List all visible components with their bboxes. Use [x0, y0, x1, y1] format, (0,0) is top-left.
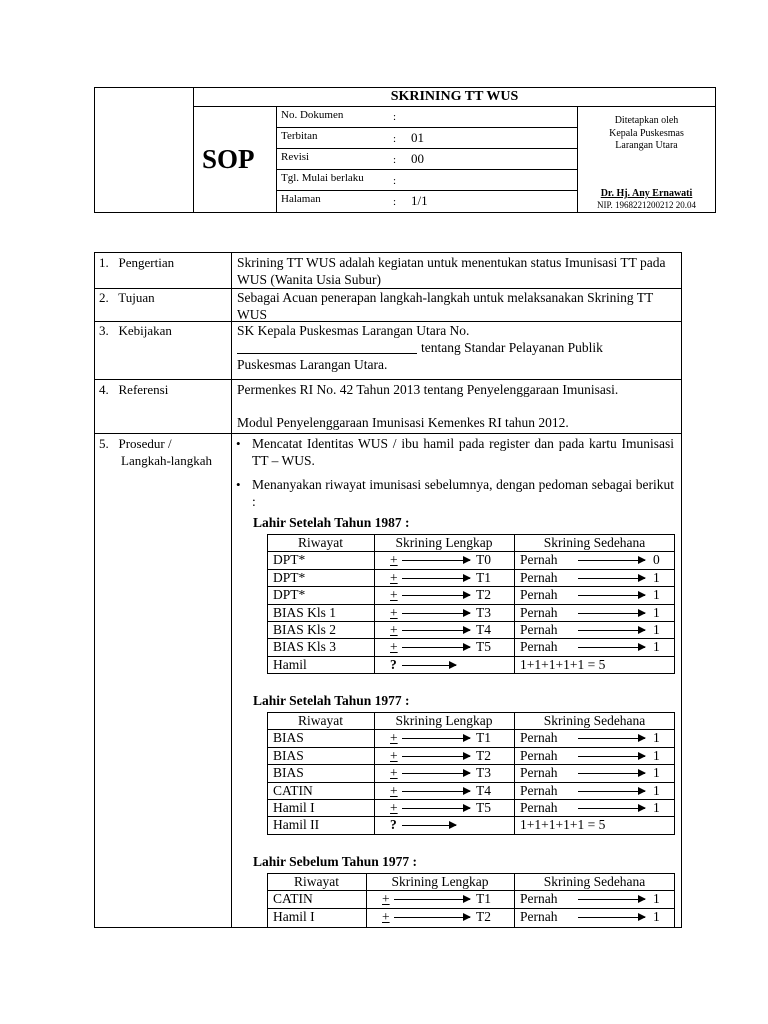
table-header: Riwayat — [298, 535, 343, 550]
table-cell-mark: + — [390, 569, 398, 585]
table-cell-value: 1 — [653, 730, 660, 746]
table-cell-riwayat: BIAS — [273, 765, 304, 781]
arrow-icon — [578, 578, 645, 579]
arrow-icon — [578, 630, 645, 631]
arrow-icon — [402, 756, 470, 757]
table-cell-sederhana: Pernah — [520, 604, 558, 620]
section-label-pengertian: 1. Pengertian — [99, 255, 175, 270]
table-cell-target: T5 — [476, 639, 491, 655]
field-label-revisi: Revisi — [281, 151, 310, 163]
header-divider — [193, 106, 716, 107]
field-sep: : — [393, 133, 397, 145]
table-cell-riwayat: DPT* — [273, 569, 306, 585]
table-cell-target: T3 — [476, 765, 491, 781]
table-row-divider — [267, 890, 675, 891]
table-cell-mark: + — [390, 552, 398, 568]
section-label-tujuan: 2. Tujuan — [99, 290, 155, 305]
arrow-icon — [578, 808, 645, 809]
table-header: Skrining Lengkap — [395, 713, 493, 728]
field-value-halaman: 1/1 — [411, 193, 428, 208]
table-row-divider — [267, 569, 675, 570]
arrow-icon — [402, 613, 470, 614]
table-cell-value: 1 — [653, 800, 660, 815]
header-divider — [276, 106, 277, 213]
field-label-halaman: Halaman — [281, 193, 321, 205]
table-row-divider — [267, 729, 675, 730]
procedure-divider — [94, 379, 682, 380]
table-cell-value: 1 — [653, 622, 660, 637]
bullet-icon: • — [236, 477, 241, 492]
table-cell-mark: + — [382, 908, 390, 924]
arrow-icon — [402, 595, 470, 596]
table-cell-sederhana: Pernah — [520, 552, 558, 568]
table-row-divider — [267, 586, 675, 587]
table-cell-riwayat: CATIN — [273, 891, 313, 907]
arrow-icon — [578, 756, 645, 757]
bullet-text-1: Mencatat Identitas WUS / ibu hamil pada register dan pada kartu Imunisasi TT – WUS. — [252, 436, 674, 468]
approval-line2: Kepala Puskesmas — [609, 128, 684, 139]
arrow-icon — [578, 917, 645, 918]
table-row-divider — [267, 908, 675, 909]
table-cell-riwayat: Hamil I — [273, 800, 315, 815]
table-row-divider — [267, 799, 675, 800]
sop-logo-text: SOP — [202, 144, 255, 174]
table-cell-mark: ? — [390, 817, 397, 833]
table-cell-value: 1 — [653, 891, 660, 907]
table-header: Riwayat — [294, 874, 339, 889]
table-cell-mark: + — [390, 622, 398, 637]
approval-line1: Ditetapkan oleh — [614, 115, 679, 126]
arrow-icon — [402, 578, 470, 579]
table-cell-target: T4 — [476, 622, 491, 637]
table-cell-sederhana: Pernah — [520, 587, 558, 603]
table-header: Riwayat — [298, 713, 343, 728]
table-cell-mark: + — [390, 765, 398, 781]
table-cell-riwayat: Hamil II — [273, 817, 320, 833]
table-cell-riwayat: BIAS Kls 2 — [273, 622, 337, 637]
table-cell-value: 1 — [653, 587, 660, 603]
table-cell-mark: + — [382, 891, 390, 907]
blank-sk-number — [237, 353, 417, 354]
arrow-icon — [394, 899, 470, 900]
procedure-divider — [94, 433, 682, 434]
table-cell-riwayat: Hamil — [273, 656, 307, 672]
table-cell-riwayat: BIAS Kls 3 — [273, 639, 337, 655]
table-header: Skrining Sedehana — [543, 535, 646, 550]
table-cell-sederhana: Pernah — [520, 622, 558, 637]
table-heading-1987: Lahir Setelah Tahun 1987 : — [253, 515, 410, 530]
table-cell-riwayat: Hamil I — [273, 908, 315, 924]
signer-nip: NIP. 1968221200212 20.04 — [596, 200, 696, 210]
table-cell-target: T1 — [476, 891, 491, 907]
arrow-icon — [402, 738, 470, 739]
table-row-divider — [267, 764, 675, 765]
table-cell-sederhana: Pernah — [520, 639, 558, 655]
table-heading-after-1977: Lahir Setelah Tahun 1977 : — [253, 693, 410, 708]
table-cell-sederhana: 1+1+1+1+1 = 5 — [520, 656, 606, 672]
field-sep: : — [393, 111, 397, 123]
table-cell-sederhana: Pernah — [520, 891, 558, 907]
table-cell-target: T1 — [476, 569, 491, 585]
arrow-icon — [578, 560, 645, 561]
table-cell-sederhana: Pernah — [520, 569, 558, 585]
table-cell-value: 1 — [653, 639, 660, 655]
table-row-divider — [267, 816, 675, 817]
arrow-icon — [394, 917, 470, 918]
procedure-divider — [231, 252, 232, 928]
table-cell-sederhana: Pernah — [520, 730, 558, 746]
table-cell-target: T4 — [476, 782, 491, 798]
arrow-icon — [578, 738, 645, 739]
arrow-icon — [402, 808, 470, 809]
header-divider — [276, 127, 577, 128]
section-text-referensi-2: Modul Penyelenggaraan Imunisasi Kemenkes RI tahun 2012. — [237, 415, 569, 430]
arrow-icon — [578, 647, 645, 648]
table-cell-target: T2 — [476, 587, 491, 603]
table-cell-sederhana: Pernah — [520, 800, 558, 815]
table-cell-value: 1 — [653, 782, 660, 798]
table-cell-value: 0 — [653, 552, 660, 568]
section-text-kebijakan-1: SK Kepala Puskesmas Larangan Utara No. — [237, 323, 470, 338]
table-cell-riwayat: BIAS Kls 1 — [273, 604, 337, 620]
arrow-icon — [402, 647, 470, 648]
table-cell-riwayat: BIAS — [273, 730, 304, 746]
table-cell-target: T3 — [476, 604, 491, 620]
table-header: Skrining Sedehana — [543, 713, 646, 728]
section-label-referensi: 4. Referensi — [99, 382, 169, 397]
section-text-tujuan: Sebagai Acuan penerapan langkah-langkah untuk melaksanakan Skrining TT WUS — [237, 290, 654, 322]
bullet-icon: • — [236, 436, 241, 451]
section-text-kebijakan-2: tentang Standar Pelayanan Publik — [421, 340, 603, 355]
table-cell-value: 1 — [653, 765, 660, 781]
signer-name: Dr. Hj. Any Ernawati — [600, 188, 693, 199]
table-cell-sederhana: Pernah — [520, 908, 558, 924]
table-cell-value: 1 — [653, 908, 660, 924]
procedure-divider — [94, 288, 682, 289]
table-cell-mark: + — [390, 800, 398, 815]
field-label-terbitan: Terbitan — [281, 130, 318, 142]
field-label-tgl-mulai: Tgl. Mulai berlaku — [281, 172, 364, 184]
table-cell-target: T0 — [476, 552, 491, 568]
section-label-kebijakan: 3. Kebijakan — [99, 323, 172, 338]
table-cell-target: T1 — [476, 730, 491, 746]
table-row-divider — [267, 782, 675, 783]
header-divider — [276, 190, 577, 191]
table-cell-sederhana: Pernah — [520, 747, 558, 763]
table-cell-sederhana: Pernah — [520, 782, 558, 798]
table-cell-riwayat: DPT* — [273, 552, 306, 568]
table-cell-sederhana: Pernah — [520, 765, 558, 781]
field-label-no-dokumen: No. Dokumen — [281, 109, 344, 121]
table-row-divider — [267, 747, 675, 748]
table-row-divider — [267, 656, 675, 657]
table-cell-riwayat: CATIN — [273, 782, 313, 798]
section-label-prosedur: 5. Prosedur / — [99, 436, 172, 451]
arrow-icon — [578, 613, 645, 614]
arrow-icon — [402, 665, 456, 666]
table-cell-value: 1 — [653, 569, 660, 585]
table-cell-mark: + — [390, 587, 398, 603]
table-cell-mark: + — [390, 747, 398, 763]
table-cell-target: T2 — [476, 908, 491, 924]
table-cell-target: T2 — [476, 747, 491, 763]
arrow-icon — [402, 791, 470, 792]
field-value-terbitan: 01 — [411, 130, 424, 145]
table-header: Skrining Lengkap — [391, 874, 489, 889]
section-text-pengertian: Skrining TT WUS adalah kegiatan untuk menentukan status Imunisasi TT pada WUS (Wanita Usia Subur) — [237, 255, 666, 287]
table-cell-mark: ? — [390, 656, 397, 672]
table-cell-riwayat: DPT* — [273, 587, 306, 603]
table-cell-target: T5 — [476, 800, 491, 815]
table-row-divider — [267, 551, 675, 552]
table-cell-mark: + — [390, 604, 398, 620]
field-sep: : — [393, 154, 397, 166]
arrow-icon — [578, 791, 645, 792]
table-cell-value: 1 — [653, 604, 660, 620]
arrow-icon — [402, 560, 470, 561]
header-divider — [276, 148, 577, 149]
table-cell-mark: + — [390, 782, 398, 798]
table-cell-sederhana: 1+1+1+1+1 = 5 — [520, 817, 606, 833]
arrow-icon — [578, 773, 645, 774]
table-cell-mark: + — [390, 730, 398, 746]
section-text-kebijakan-3: Puskesmas Larangan Utara. — [237, 357, 388, 372]
bullet-text-2: Menanyakan riwayat imunisasi sebelumnya, dengan pedoman sebagai berikut : — [252, 477, 674, 509]
field-sep: : — [393, 175, 397, 187]
table-header: Skrining Lengkap — [395, 535, 493, 550]
section-label-langkah: Langkah-langkah — [121, 453, 212, 468]
approval-line3: Larangan Utara — [615, 140, 678, 151]
table-cell-value: 1 — [653, 747, 660, 763]
table-heading-before-1977: Lahir Sebelum Tahun 1977 : — [253, 854, 418, 869]
field-sep: : — [393, 196, 397, 208]
arrow-icon — [402, 630, 470, 631]
arrow-icon — [578, 595, 645, 596]
arrow-icon — [402, 773, 470, 774]
section-text-referensi-1: Permenkes RI No. 42 Tahun 2013 tentang Penyelenggaraan Imunisasi. — [237, 382, 619, 397]
table-cell-riwayat: BIAS — [273, 747, 304, 763]
arrow-icon — [578, 899, 645, 900]
arrow-icon — [402, 825, 456, 826]
table-header: Skrining Sedehana — [543, 874, 646, 889]
field-value-revisi: 00 — [411, 151, 424, 166]
table-cell-mark: + — [390, 639, 398, 655]
document-title: SKRINING TT WUS — [390, 89, 519, 104]
